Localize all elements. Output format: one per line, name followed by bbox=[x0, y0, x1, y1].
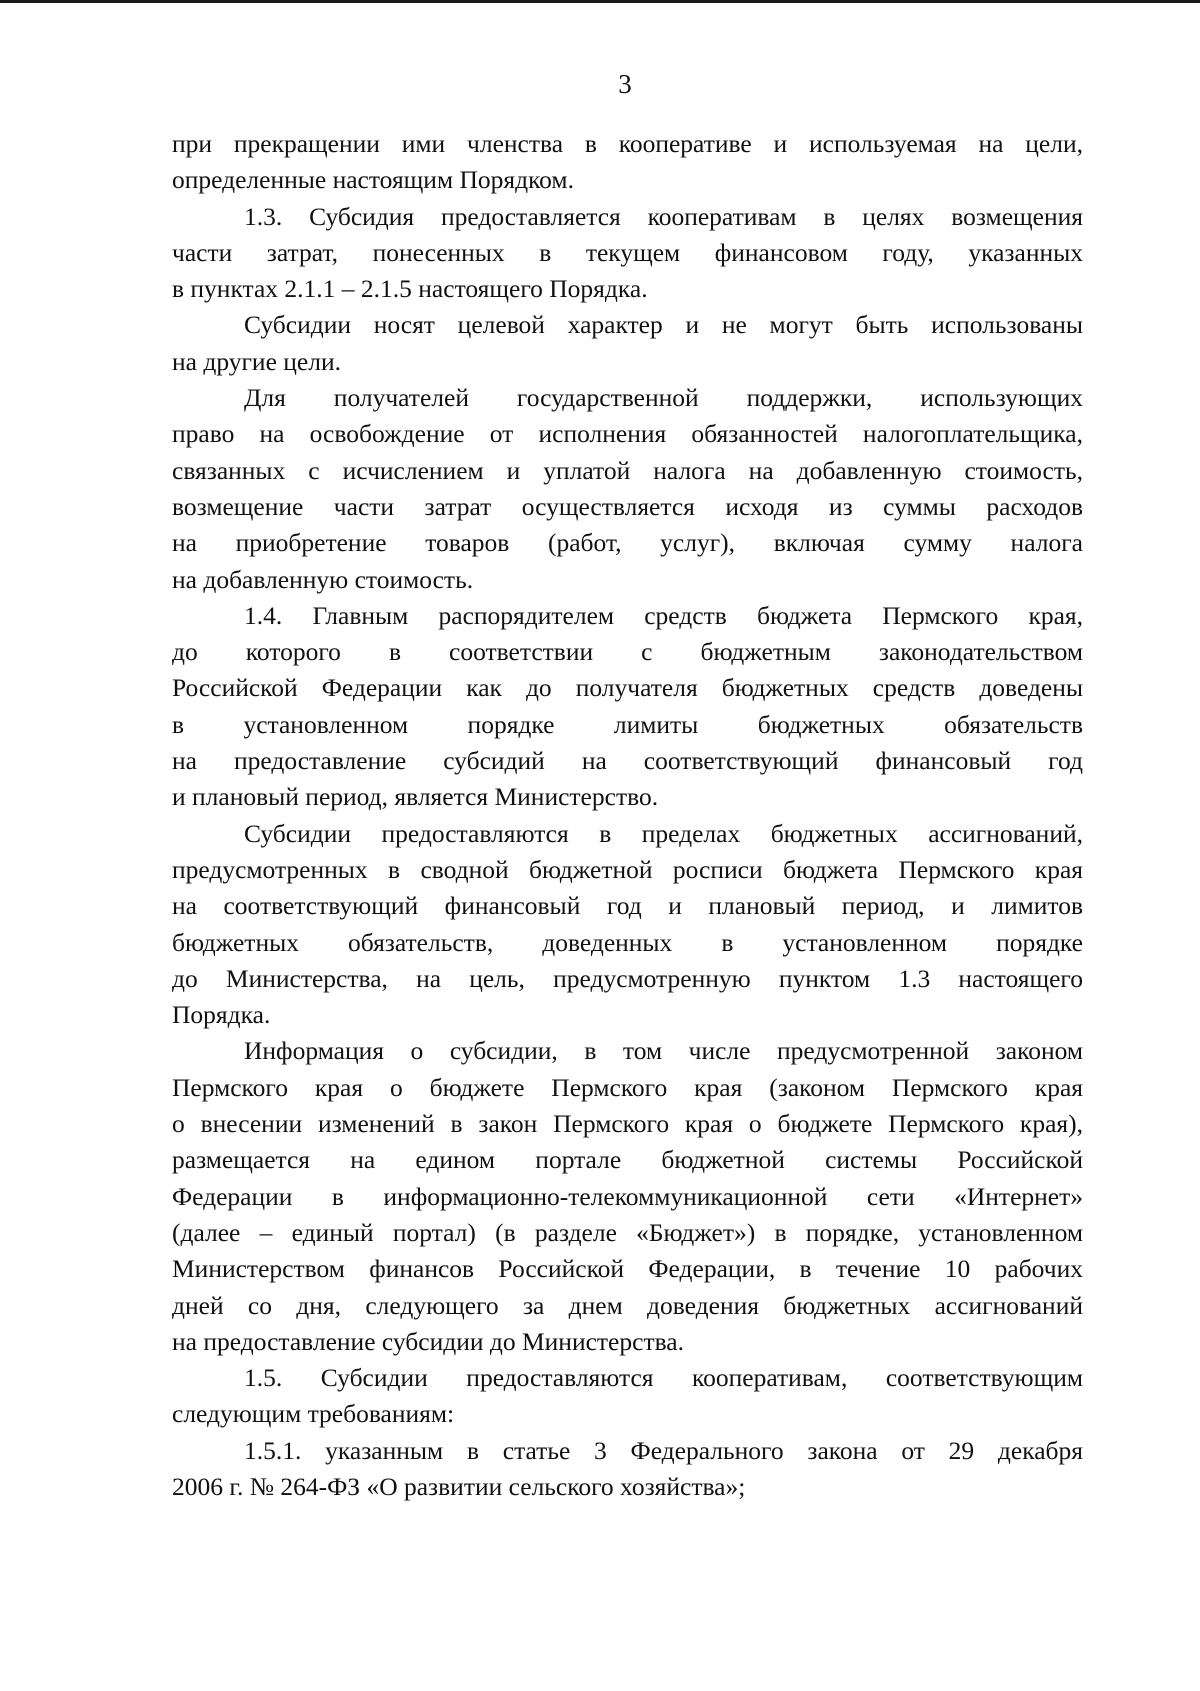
text-line: Субсидии предоставляются в пределах бюджетных ассигнований, bbox=[244, 818, 1083, 848]
text-line: 1.4. Главным распорядителем средств бюджета Пермского края, bbox=[244, 600, 1083, 630]
text-line: Министерством финансов Российской Федерации, в течение 10 рабочих bbox=[172, 1254, 1083, 1284]
text-line: определенные настоящим Порядком. bbox=[172, 165, 574, 195]
text-line: Российской Федерации как до получателя бюджетных средств доведены bbox=[172, 673, 1083, 703]
page-number: 3 bbox=[618, 69, 632, 99]
scan-top-edge bbox=[0, 0, 1200, 3]
text-line: бюджетных обязательств, доведенных в установленном порядке bbox=[172, 927, 1083, 957]
text-line: Информация о субсидии, в том числе предусмотренной законом bbox=[244, 1036, 1083, 1066]
text-line: при прекращении ими членства в кооперативе и используемая на цели, bbox=[172, 129, 1083, 158]
text-line: 1.3. Субсидия предоставляется кооперативам в целях возмещения bbox=[244, 201, 1083, 231]
text-line: на другие цели. bbox=[172, 346, 341, 376]
text-line: до которого в соответствии с бюджетным законодательством bbox=[172, 637, 1083, 667]
text-line: 1.5. Субсидии предоставляются кооперативам, соответствующим bbox=[244, 1363, 1083, 1393]
text-line: 1.5.1. указанным в статье 3 Федерального закона от 29 декабря bbox=[244, 1435, 1083, 1465]
text-line: Пермского края о бюджете Пермского края (законом Пермского края bbox=[172, 1072, 1083, 1102]
text-line: Порядка. bbox=[172, 1000, 271, 1030]
text-line: предусмотренных в сводной бюджетной росписи бюджета Пермского края bbox=[172, 854, 1083, 884]
text-line: размещается на едином портале бюджетной системы Российской bbox=[172, 1145, 1083, 1175]
text-line: (далее – единый портал) (в разделе «Бюджет») в порядке, установленном bbox=[172, 1217, 1083, 1247]
text-line: части затрат, понесенных в текущем финансовом году, указанных bbox=[172, 237, 1083, 267]
text-line: 2006 г. № 264-ФЗ «О развитии сельского хозяйства»; bbox=[172, 1471, 746, 1501]
text-line: и плановый период, является Министерство. bbox=[172, 782, 659, 812]
text-line: на предоставление субсидий на соответствующий финансовый год bbox=[172, 746, 1083, 776]
text-line: Субсидии носят целевой характер и не могут быть использованы bbox=[244, 310, 1083, 340]
text-line: на предоставление субсидии до Министерства. bbox=[172, 1326, 684, 1356]
text-line: связанных с исчислением и уплатой налога на добавленную стоимость, bbox=[172, 455, 1083, 485]
text-line: в установленном порядке лимиты бюджетных обязательств bbox=[172, 709, 1083, 739]
text-line: дней со дня, следующего за днем доведения бюджетных ассигнований bbox=[172, 1290, 1083, 1320]
text-line: на соответствующий финансовый год и плановый период, и лимитов bbox=[172, 891, 1083, 921]
document-body bbox=[172, 126, 1083, 1505]
text-line: право на освобождение от исполнения обязанностей налогоплательщика, bbox=[172, 419, 1083, 449]
text-line: Для получателей государственной поддержки, использующих bbox=[244, 383, 1083, 413]
text-line: на приобретение товаров (работ, услуг), включая сумму налога bbox=[172, 528, 1083, 558]
text-line: возмещение части затрат осуществляется исходя из суммы расходов bbox=[172, 491, 1083, 521]
text-line: Федерации в информационно-телекоммуникационной сети «Интернет» bbox=[172, 1181, 1083, 1211]
text-line: следующим требованиям: bbox=[172, 1399, 455, 1429]
text-line: о внесении изменений в закон Пермского края о бюджете Пермского края), bbox=[172, 1109, 1083, 1139]
text-line: до Министерства, на цель, предусмотренную пунктом 1.3 настоящего bbox=[172, 963, 1083, 993]
text-line: на добавленную стоимость. bbox=[172, 564, 474, 594]
text-line: в пунктах 2.1.1 – 2.1.5 настоящего Порядка. bbox=[172, 274, 648, 304]
